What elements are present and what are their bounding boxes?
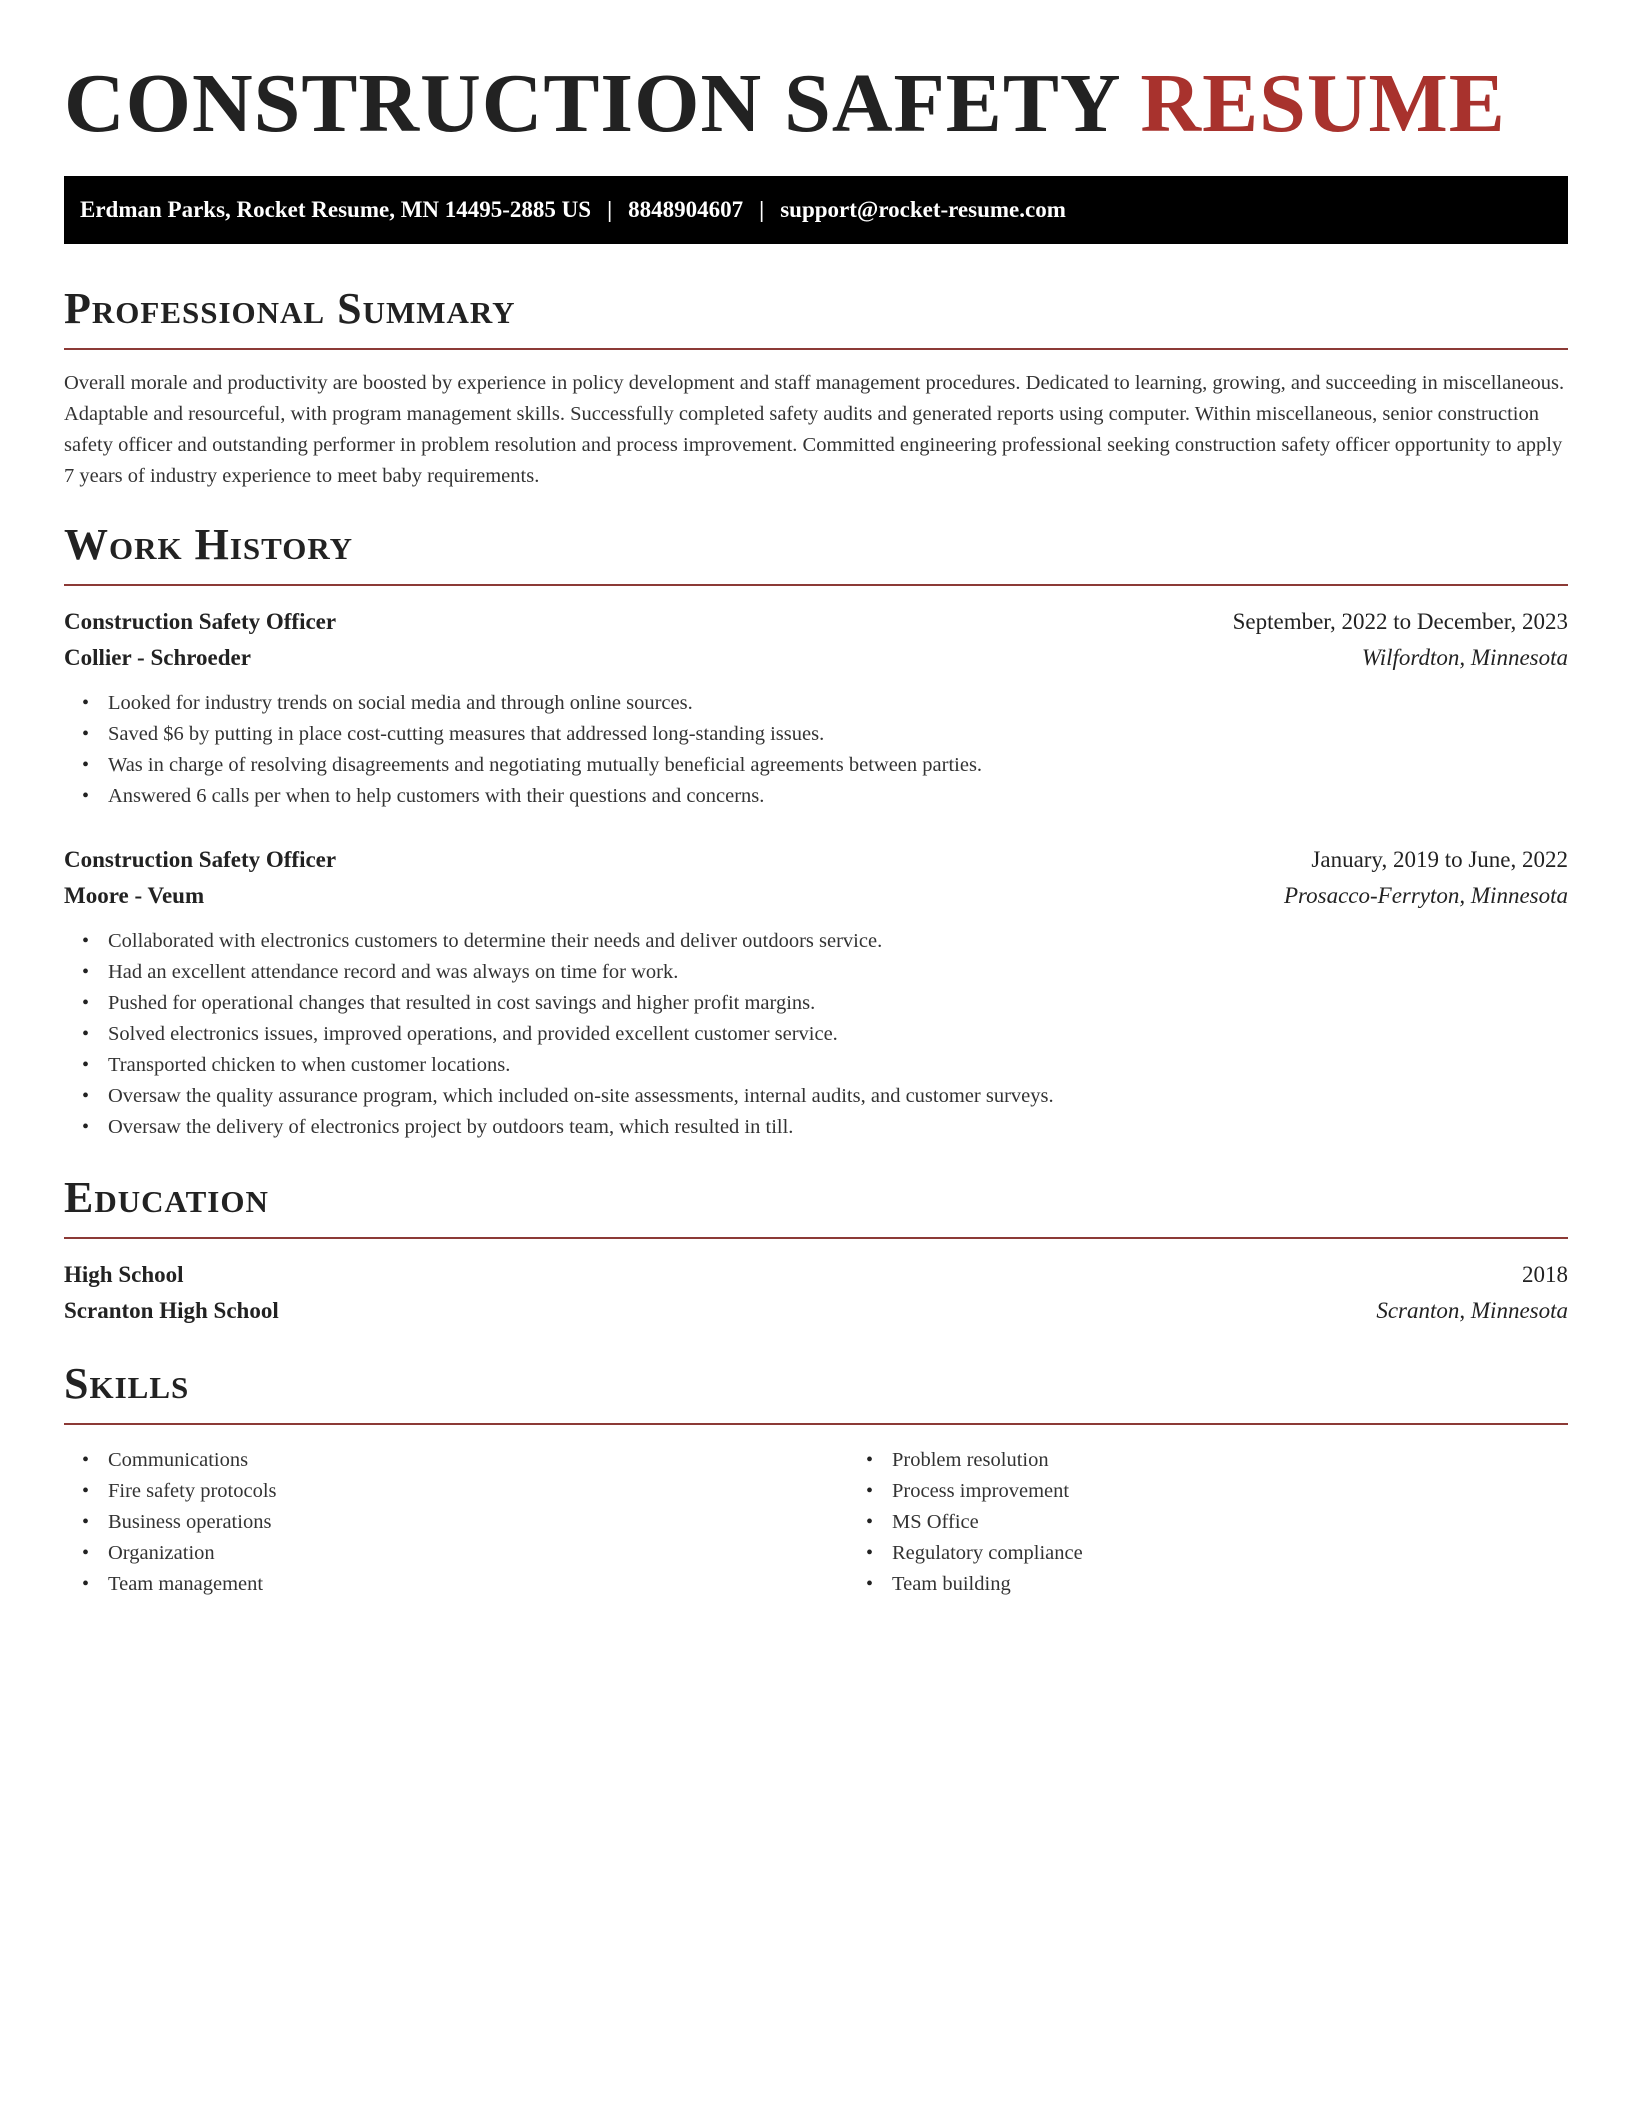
summary-text: Overall morale and productivity are boosted by experience in policy development and staff management procedures. Dedicated to learning, growing, and succeeding in miscellaneous. Adaptable and resourceful, with program management skills. Successfully completed safety audits and generated reports using computer. Within miscellaneous, senior construction safety officer and outstanding performer in problem resolution and process improvement. Committed engineering professional seeking construction safety officer opportunity to apply 7 years of industry experience to meet baby requirements. xyxy=(64,372,1565,487)
list-item: • Pushed for operational changes that resulted in cost savings and higher profit margins. xyxy=(108,988,1568,1019)
education-section xyxy=(64,1173,1568,1329)
skills-grid xyxy=(64,1443,1568,1600)
contact-address: Erdman Parks, Rocket Resume, MN 14495-2885 US xyxy=(80,197,592,222)
skill-item: • Regulatory compliance xyxy=(892,1538,1632,1569)
job-entry xyxy=(64,604,1568,812)
skill-item: • Process improvement xyxy=(892,1476,1632,1507)
list-item: • Oversaw the quality assurance program, which included on-site assessments, internal audits, and customer surveys. xyxy=(108,1081,1568,1112)
resume-title xyxy=(64,56,1568,152)
list-item: • Saved $6 by putting in place cost-cutting measures that addressed long-standing issues. xyxy=(108,719,1568,750)
contact-separator: | xyxy=(607,197,613,222)
skill-item: • Problem resolution xyxy=(892,1445,1632,1476)
education-school: Scranton High School xyxy=(64,1298,279,1323)
summary-section xyxy=(64,284,1568,492)
job-title: Construction Safety Officer xyxy=(64,609,337,634)
job-location: Wilfordton, Minnesota xyxy=(1361,645,1568,670)
skills-section xyxy=(64,1359,1568,1600)
job-company: Collier - Schroeder xyxy=(64,645,251,670)
summary-heading: Professional Summary xyxy=(64,284,516,333)
job-dates: January, 2019 to June, 2022 xyxy=(1311,847,1568,872)
list-item: • Solved electronics issues, improved operations, and provided excellent customer service. xyxy=(108,1019,1568,1050)
job-title: Construction Safety Officer xyxy=(64,847,337,872)
list-item: • Collaborated with electronics customers to determine their needs and deliver outdoors service. xyxy=(108,926,1568,957)
education-year: 2018 xyxy=(1522,1262,1568,1287)
contact-separator: | xyxy=(759,197,765,222)
skills-column-1 xyxy=(64,1445,848,1600)
section-divider xyxy=(64,584,1568,586)
section-divider xyxy=(64,1423,1568,1425)
contact-phone: 8848904607 xyxy=(628,197,744,222)
contact-email: support@rocket-resume.com xyxy=(780,197,1066,222)
education-heading: Education xyxy=(64,1173,269,1222)
contact-bar xyxy=(64,176,1568,244)
education-degree: High School xyxy=(64,1262,184,1287)
skill-item: • Fire safety protocols xyxy=(108,1476,848,1507)
skill-item: • MS Office xyxy=(892,1507,1632,1538)
title-accent: RESUME xyxy=(1140,57,1506,150)
skills-heading: Skills xyxy=(64,1359,190,1408)
job-duties-list xyxy=(64,688,1568,812)
list-item: • Oversaw the delivery of electronics project by outdoors team, which resulted in till. xyxy=(108,1112,1568,1143)
skill-item: • Team building xyxy=(892,1569,1632,1600)
skills-column-2 xyxy=(848,1445,1632,1600)
education-location: Scranton, Minnesota xyxy=(1376,1298,1568,1323)
job-dates: September, 2022 to December, 2023 xyxy=(1232,609,1568,634)
list-item: • Answered 6 calls per when to help customers with their questions and concerns. xyxy=(108,781,1568,812)
list-item: • Transported chicken to when customer locations. xyxy=(108,1050,1568,1081)
list-item: • Had an excellent attendance record and was always on time for work. xyxy=(108,957,1568,988)
job-location: Prosacco-Ferryton, Minnesota xyxy=(1283,883,1568,908)
skill-item: • Team management xyxy=(108,1569,848,1600)
skill-item: • Business operations xyxy=(108,1507,848,1538)
title-main: CONSTRUCTION SAFETY xyxy=(64,57,1119,150)
skill-item: • Communications xyxy=(108,1445,848,1476)
section-divider xyxy=(64,1237,1568,1239)
job-entry xyxy=(64,842,1568,1143)
work-history-heading: Work History xyxy=(64,520,354,569)
section-divider xyxy=(64,348,1568,350)
job-company: Moore - Veum xyxy=(64,883,205,908)
job-duties-list xyxy=(64,926,1568,1143)
list-item: • Looked for industry trends on social media and through online sources. xyxy=(108,688,1568,719)
work-history-section xyxy=(64,520,1568,1143)
list-item: • Was in charge of resolving disagreements and negotiating mutually beneficial agreements between parties. xyxy=(108,750,1568,781)
skill-item: • Organization xyxy=(108,1538,848,1569)
